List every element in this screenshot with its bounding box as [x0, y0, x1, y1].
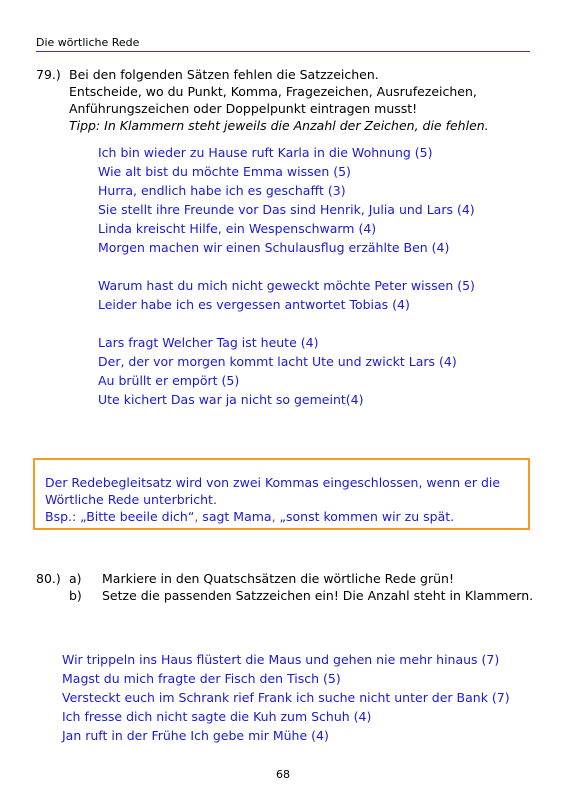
page-number: 68 — [276, 768, 290, 781]
sentence: Wie alt bist du möchte Emma wissen (5) — [98, 164, 351, 179]
sentence: Jan ruft in der Frühe Ich gebe mir Mühe (4) — [62, 728, 329, 743]
sentence: Der, der vor morgen kommt lacht Ute und zwickt Lars (4) — [98, 354, 457, 369]
rule-line: Wörtliche Rede unterbricht. — [45, 492, 217, 507]
example-part: sagt Mama — [198, 509, 272, 524]
sentence: Wir trippeln ins Haus flüstert die Maus und gehen nie mehr hinaus (7) — [62, 652, 500, 667]
sentence: Au brüllt er empört (5) — [98, 373, 240, 388]
instruction-line: Bei den folgenden Sätzen fehlen die Satzzeichen. — [69, 67, 379, 82]
example-part: Bsp.: „Bitte beeile dich“ — [45, 509, 195, 524]
tipp-line: Tipp: In Klammern steht jeweils die Anzahl der Zeichen, die fehlen. — [69, 118, 489, 133]
sentence: Versteckt euch im Schrank rief Frank ich suche nicht unter der Bank (7) — [62, 690, 510, 705]
instruction-line: Entscheide, wo du Punkt, Komma, Fragezeichen, Ausrufezeichen, — [69, 84, 477, 99]
rule-box — [33, 458, 530, 530]
rule-line: Der Redebegleitsatz wird von zwei Kommas eingeschlossen, wenn er die — [45, 475, 501, 490]
sentence: Ich bin wieder zu Hause ruft Karla in die Wohnung (5) — [98, 145, 433, 160]
sentence: Hurra, endlich habe ich es geschafft (3) — [98, 183, 346, 198]
sentence: Magst du mich fragte der Fisch den Tisch (5) — [62, 671, 341, 686]
red-comma: , — [194, 509, 199, 524]
sentence: Linda kreischt Hilfe, ein Wespenschwarm (4) — [98, 221, 377, 236]
exercise-number: 79.) — [36, 67, 61, 82]
sentence: Leider habe ich es vergessen antwortet Tobias (4) — [98, 297, 410, 312]
exercise-number: 80.) — [36, 571, 61, 586]
sentence: Lars fragt Welcher Tag ist heute (4) — [98, 335, 319, 350]
sentence: Morgen machen wir einen Schulausflug erzählte Ben (4) — [98, 240, 450, 255]
sentence: Warum hast du mich nicht geweckt möchte Peter wissen (5) — [98, 278, 475, 293]
task-text: Markiere in den Quatschsätzen die wörtliche Rede grün! — [102, 571, 454, 586]
instruction-line: Anführungszeichen oder Doppelpunkt eintragen musst! — [69, 101, 418, 116]
task-text: Setze die passenden Satzzeichen ein! Die Anzahl steht in Klammern. — [102, 588, 534, 603]
red-comma: , — [271, 509, 276, 524]
sentence: Sie stellt ihre Freunde vor Das sind Henrik, Julia und Lars (4) — [98, 202, 475, 217]
task-label: a) — [69, 571, 82, 586]
sentence: Ich fresse dich nicht sagte die Kuh zum Schuh (4) — [62, 709, 372, 724]
exercise-instructions — [69, 66, 539, 134]
rule-example — [45, 508, 454, 525]
sentence: Ute kichert Das war ja nicht so gemeint(4) — [98, 392, 364, 407]
task-label: b) — [69, 588, 82, 603]
example-part: „sonst kommen wir zu spät. — [275, 509, 455, 524]
page-header: Die wörtliche Rede — [36, 36, 530, 52]
